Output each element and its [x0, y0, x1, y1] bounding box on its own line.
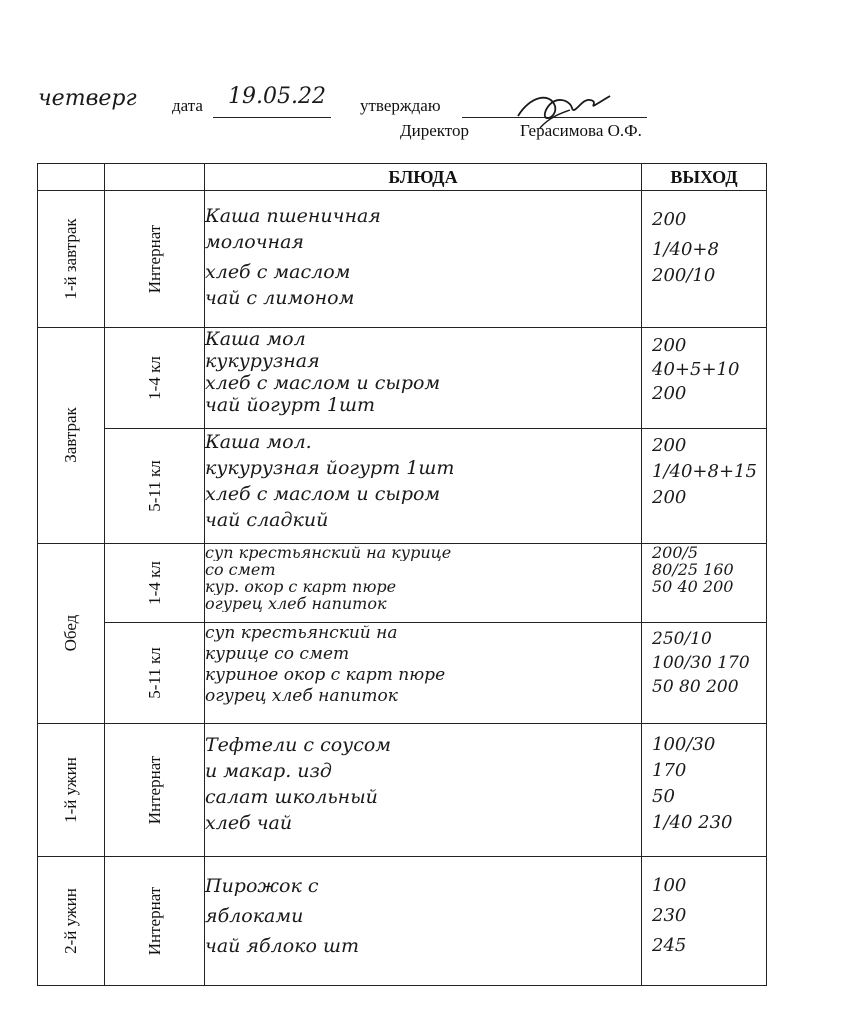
output-cell [642, 623, 767, 724]
meal-cell [38, 191, 105, 328]
group-label: 1-4 кл [144, 561, 164, 605]
output-line: 80/25 160 [652, 560, 734, 579]
dish-line: огурец хлеб напиток [205, 686, 398, 706]
output-cell [642, 191, 767, 328]
group-label: Интернат [144, 886, 164, 956]
dish-line: хлеб с маслом и сыром [205, 372, 441, 394]
output-line: 200/10 [652, 265, 716, 286]
group-label: 5-11 кл [144, 647, 164, 699]
dish-line: чай сладкий [205, 509, 329, 531]
group-cell [105, 623, 205, 724]
dish-line: чай яблоко шт [205, 935, 359, 957]
dish-line: кур. окор с карт пюре [205, 578, 397, 595]
date-label: дата [172, 96, 203, 115]
output-cell [642, 857, 767, 986]
output-line: 200/5 [652, 543, 699, 562]
table-row [38, 623, 767, 724]
output-line: 40+5+10 [652, 359, 740, 380]
dishes-cell [205, 429, 642, 544]
dishes-cell [205, 724, 642, 857]
output-line: 200 [652, 435, 687, 456]
dish-line: кукурузная [205, 350, 320, 372]
dish-line: огурец хлеб напиток [205, 595, 387, 612]
meal-label: 2-й ужин [61, 888, 80, 954]
output-line: 100/30 170 [652, 653, 750, 673]
dish-line: чай с лимоном [205, 287, 355, 309]
dish-line: салат школьный [205, 786, 378, 808]
table-row [38, 544, 767, 623]
meal-label: Завтрак [61, 407, 80, 463]
output-line: 250/10 [652, 629, 712, 649]
date-underline [213, 117, 331, 118]
dish-line: со смет [205, 561, 276, 578]
output-line: 100 [652, 875, 687, 896]
dish-line: чай йогурт 1шт [205, 394, 376, 416]
table-row [38, 191, 767, 328]
table-header-row [38, 164, 767, 191]
dishes-cell [205, 328, 642, 429]
group-cell [105, 328, 205, 429]
output-line: 200 [652, 209, 687, 230]
meal-cell [38, 724, 105, 857]
dishes-cell [205, 857, 642, 986]
output-line: 200 [652, 383, 687, 404]
day-of-week: четверг [38, 86, 137, 111]
dish-line: суп крестьянский на курице [205, 544, 452, 561]
meal-cell [38, 857, 105, 986]
col-output-header: ВЫХОД [642, 164, 767, 191]
dish-line: суп крестьянский на [205, 623, 398, 643]
dish-line: Каша мол [205, 328, 306, 350]
dish-line: хлеб с маслом и сыром [205, 483, 441, 505]
dishes-cell [205, 191, 642, 328]
output-line: 1/40+8 [652, 239, 719, 260]
group-label: 5-11 кл [144, 460, 164, 512]
dish-line: молочная [205, 231, 304, 253]
table-row [38, 429, 767, 544]
dishes-cell [205, 623, 642, 724]
group-label: Интернат [144, 224, 164, 294]
output-cell [642, 429, 767, 544]
dish-line: курице со смет [205, 644, 350, 664]
group-cell [105, 191, 205, 328]
meal-label: 1-й ужин [61, 757, 80, 823]
meal-cell [38, 328, 105, 544]
table-row [38, 857, 767, 986]
output-line: 170 [652, 760, 687, 781]
output-line: 230 [652, 905, 687, 926]
output-line: 200 [652, 335, 687, 356]
approve-label: утверждаю [360, 96, 441, 115]
col-dishes-header: БЛЮДА [205, 164, 642, 191]
group-cell [105, 724, 205, 857]
director-label: Директор [400, 121, 469, 140]
dish-line: кукурузная йогурт 1шт [205, 457, 455, 479]
output-line: 1/40+8+15 [652, 461, 757, 482]
dish-line: хлеб с маслом [205, 261, 351, 283]
output-line: 50 80 200 [652, 677, 739, 697]
table-row [38, 724, 767, 857]
dish-line: и макар. изд [205, 760, 332, 782]
date-value: 19.05.22 [228, 84, 326, 109]
group-label: Интернат [144, 755, 164, 825]
output-cell [642, 544, 767, 623]
dish-line: яблоками [205, 905, 304, 927]
table-row [38, 328, 767, 429]
group-label: 1-4 кл [144, 356, 164, 400]
dish-line: Пирожок с [205, 875, 319, 897]
output-cell [642, 724, 767, 857]
dishes-cell [205, 544, 642, 623]
dish-line: хлеб чай [205, 812, 293, 834]
output-cell [642, 328, 767, 429]
output-line: 100/30 [652, 734, 716, 755]
group-cell [105, 857, 205, 986]
dish-line: Каша пшеничная [205, 205, 381, 227]
meal-cell [38, 544, 105, 724]
dish-line: Каша мол. [205, 431, 312, 453]
output-line: 1/40 230 [652, 812, 733, 833]
group-cell [105, 544, 205, 623]
output-line: 50 [652, 786, 675, 807]
director-name: Герасимова О.Ф. [520, 121, 642, 140]
output-line: 245 [652, 935, 687, 956]
meal-label: 1-й завтрак [61, 218, 80, 300]
menu-table [37, 163, 767, 986]
meal-label: Обед [61, 614, 80, 652]
output-line: 200 [652, 487, 687, 508]
dish-line: Тефтели с соусом [205, 734, 392, 756]
dish-line: куриное окор с карт пюре [205, 665, 446, 685]
group-cell [105, 429, 205, 544]
output-line: 50 40 200 [652, 577, 734, 596]
